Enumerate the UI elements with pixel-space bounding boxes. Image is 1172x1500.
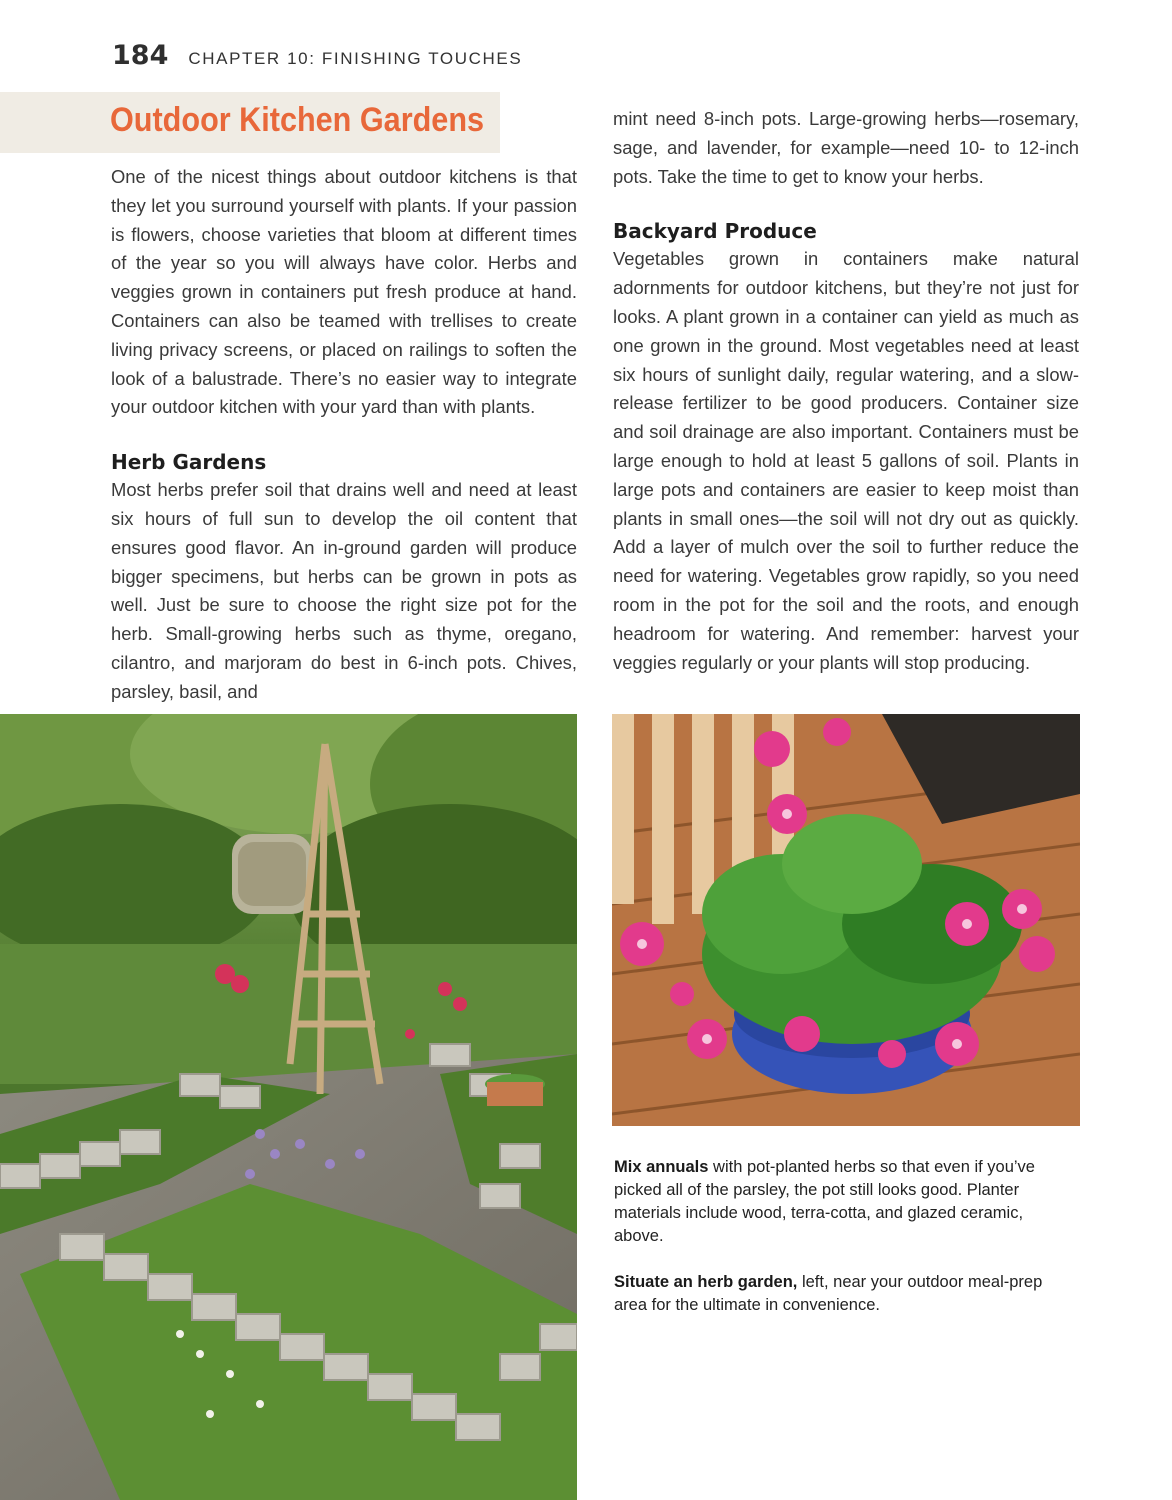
petunia-pot-illustration xyxy=(612,714,1080,1126)
caption-text: with pot-planted herbs so that even if you’ve picked all of the parsley, the pot still looks good. Planter materials include wood, terra-cotta, and glazed ceramic, above. xyxy=(614,1158,1035,1245)
caption-herb-garden xyxy=(614,1271,1059,1317)
backyard-produce-heading: Backyard Produce xyxy=(613,219,817,244)
herb-gardens-paragraph: Most herbs prefer soil that drains well and need at least six hours of full sun to develop the oil content that ensures good flavor. An in-ground garden will produce bigger specimens, but herbs can be grown in pots as well. Just be sure to choose the right size pot for the herb. Small-growing herbs such as thyme, oregano, cilantro, and marjoram do best in 6-inch pots. Chives, parsley, basil, and xyxy=(111,479,577,702)
terracotta-pot xyxy=(485,1074,545,1106)
backyard-produce-paragraph: Vegetables grown in containers make natural adornments for outdoor kitchens, but they’re not just for looks. A plant grown in a container can yield as much as one grown in the ground. Most vegetables need at least six hours of sunlight daily, regular watering, and a slow-release fertilizer to be good producers. Container size and soil drainage are also important. Containers must be large enough to hold at least 5 gallons of soil. Plants in large pots and containers are easier to keep moist than plants in small ones—the soil will not dry out as quickly. Add a layer of mulch over the soil to further reduce the need for watering. Vegetables grow rapidly, so you need room in the pot for the soil and the roots, and enough headroom for watering. And remember: harvest your veggies regularly or your plants will stop producing. xyxy=(613,248,1079,673)
petunia-pot-photo xyxy=(612,714,1080,1126)
intro-paragraph: One of the nicest things about outdoor kitchens is that they let you surround yourself with plants. If your passion is flowers, choose varieties that bloom at different times of the year so you will always have color. Herbs and veggies grown in containers put fresh produce at hand. Containers can also be teamed with trellises to create living privacy screens, or placed on railings to soften the look of a balustrade. There’s no easier way to integrate your outdoor kitchen with your yard than with plants. xyxy=(111,166,577,418)
caption-text: left, near your outdoor meal-prep area for the ultimate in convenience. xyxy=(614,1273,1043,1314)
running-head xyxy=(112,40,522,76)
rain-barrel xyxy=(232,834,312,914)
herb-gardens-heading: Herb Gardens xyxy=(111,450,267,475)
caption-mix-annuals xyxy=(614,1156,1059,1248)
caption-lead: Situate an herb garden, xyxy=(614,1273,798,1291)
section-title: Outdoor Kitchen Gardens xyxy=(110,101,485,139)
herb-gardens-continuation: mint need 8-inch pots. Large-growing herbs—rosemary, sage, and lavender, for example—need 10- to 12-inch pots. Take the time to get to know your herbs. xyxy=(613,108,1079,187)
herb-garden-photo xyxy=(0,714,577,1500)
right-text-column xyxy=(613,105,1079,677)
chapter-title: CHAPTER 10: FINISHING TOUCHES xyxy=(188,49,523,68)
page-number: 184 xyxy=(112,40,169,71)
caption-lead: Mix annuals xyxy=(614,1158,709,1176)
left-text-column xyxy=(111,163,577,707)
herb-garden-illustration xyxy=(0,714,577,1500)
